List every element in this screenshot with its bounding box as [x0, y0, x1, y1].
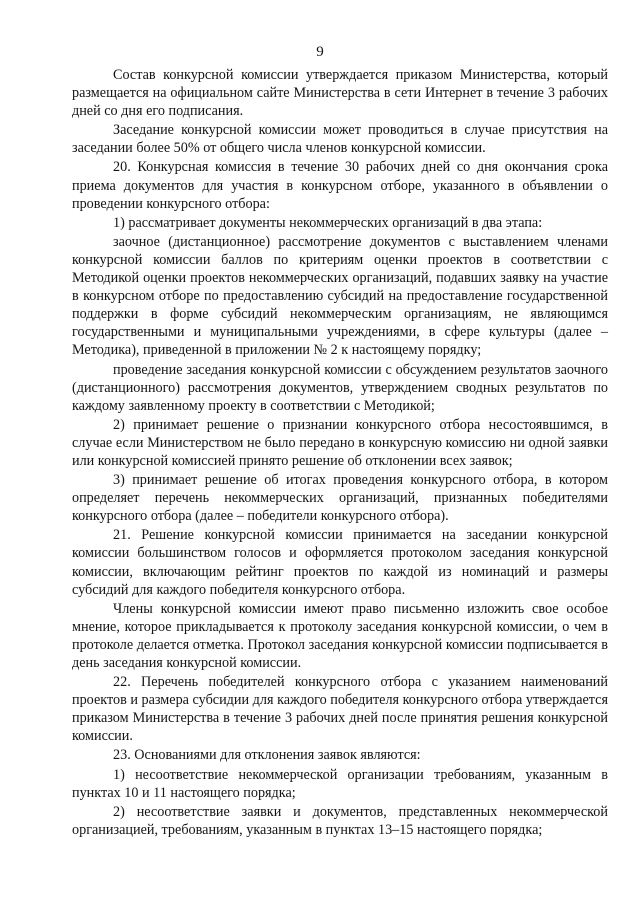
paragraph-dissenting-opinion: Члены конкурсной комиссии имеют право письменно изложить свое особое мнение, которое прикладывается к протоколу заседания конкурсной комиссии, о чем в протоколе делается отметка. Протокол заседания конкурсной комиссии подписывается в день заседания конкурсной комиссии. [72, 600, 608, 671]
paragraph-meeting-quorum: Заседание конкурсной комиссии может проводиться в случае присутствия на заседании более 50% от общего числа членов конкурсной комиссии. [72, 122, 608, 157]
paragraph-clause-23: 23. Основаниями для отклонения заявок являются: [113, 747, 421, 764]
paragraph-commission-composition: Состав конкурсной комиссии утверждается приказом Министерства, который размещается на официальном сайте Министерства в сети Интернет в течение 3 рабочих дней со дня его подписания. [72, 67, 608, 120]
paragraph-clause-20-item-3: 3) принимает решение об итогах проведения конкурсного отбора, в котором определяет перечень некоммерческих организаций, признанных победителями конкурсного отбора (далее – победители конкурсного отбора). [72, 472, 608, 525]
page-number: 9 [316, 44, 324, 60]
paragraph-meeting-review: проведение заседания конкурсной комиссии с обсуждением результатов заочного (дистанционного) рассмотрения документов, утверждением сводных результатов по каждому заявленному проекту в соответствии с Методикой; [72, 361, 608, 414]
paragraph-clause-20: 20. Конкурсная комиссия в течение 30 рабочих дней со дня окончания срока приема документов для участия в конкурсном отборе, указанного в объявлении о проведении конкурсного отбора: [72, 159, 608, 212]
paragraph-clause-21: 21. Решение конкурсной комиссии принимается на заседании конкурсной комиссии большинством голосов и оформляется протоколом заседания конкурсной комиссии, включающим рейтинг проектов по каждой из номинаций и размеры субсидий для каждого победителя конкурсного отбора. [72, 527, 608, 598]
paragraph-clause-23-item-2: 2) несоответствие заявки и документов, представленных некоммерческой организацией, требованиям, указанным в пунктах 13–15 настоящего порядка; [72, 803, 608, 838]
paragraph-clause-20-item-1: 1) рассматривает документы некоммерческих организаций в два этапа: [113, 214, 543, 231]
document-body [72, 66, 608, 840]
paragraph-clause-20-item-2: 2) принимает решение о признании конкурсного отбора несостоявшимся, в случае если Министерством не было передано в конкурсную комиссию ни одной заявки или конкурсной комиссией принято решение об отклонении всех заявок; [72, 416, 608, 469]
paragraph-clause-22: 22. Перечень победителей конкурсного отбора с указанием наименований проектов и размера субсидии для каждого победителя конкурсного отбора утверждается приказом Министерства в течение 3 рабочих дней после принятия решения конкурсной комиссии. [72, 674, 608, 745]
paragraph-remote-review: заочное (дистанционное) рассмотрение документов с выставлением членами конкурсной комиссии баллов по критериям оценки проектов в соответствии с Методикой оценки проектов некоммерческих организаций, подавших заявку на участие в конкурсном отборе по предоставлению субсидий на предоставление государственной поддержки в форме субсидий некоммерческим организациям, не являющимся государственными и муниципальными учреждениями, в сфере культуры (далее – Методика), приведенной в приложении № 2 к настоящему порядку; [72, 233, 608, 359]
paragraph-clause-23-item-1: 1) несоответствие некоммерческой организации требованиям, указанным в пунктах 10 и 11 настоящего порядка; [72, 766, 608, 801]
